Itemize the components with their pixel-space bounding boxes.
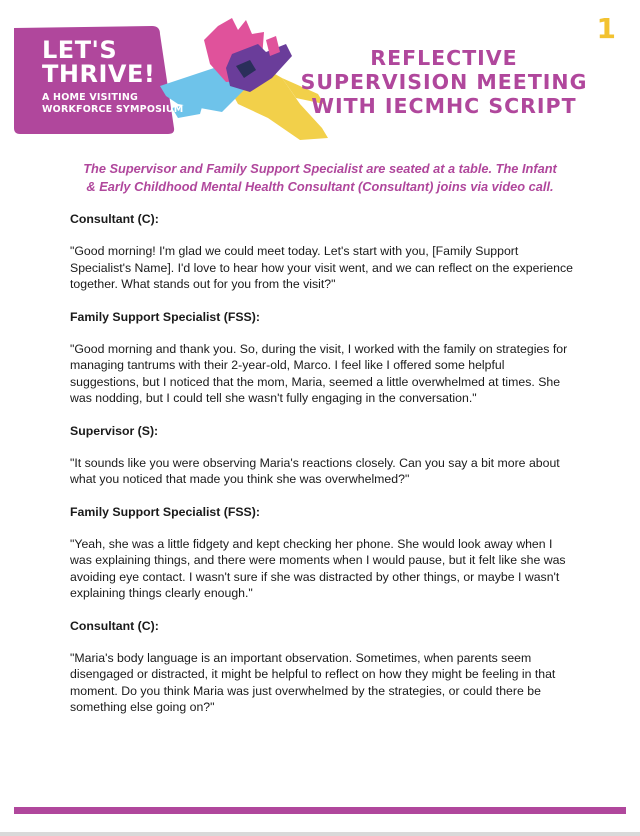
speaker-label: Supervisor (S): xyxy=(70,423,159,438)
page-number: 1 xyxy=(596,12,616,45)
footer-divider xyxy=(14,807,626,814)
speaker-label: Consultant (C): xyxy=(70,618,159,633)
title-line-1: REFLECTIVE xyxy=(370,46,518,70)
dialogue-script xyxy=(70,211,575,732)
speaker-label: Family Support Specialist (FSS): xyxy=(70,309,260,324)
speaker-line: "It sounds like you were observing Maria's reactions closely. Can you say a bit more about what you noticed that made you think she was overwhelmed?" xyxy=(70,455,560,486)
dialogue-block xyxy=(70,423,575,488)
speaker-label: Family Support Specialist (FSS): xyxy=(70,504,260,519)
logo-subtitle xyxy=(42,92,183,116)
logo-subtitle-line-1: A HOME VISITING xyxy=(42,92,138,103)
speaker-line: "Good morning! I'm glad we could meet today. Let's start with you, [Family Support Specialist's Name]. I'd love to hear how your visit went, and we can reflect on the experience together. What stands out for you from the visit?" xyxy=(70,244,573,291)
speaker-line: "Good morning and thank you. So, during the visit, I worked with the family on strategies for managing tantrums with their 2-year-old, Marco. I feel like I offered some helpful suggestions, but I noticed that the mom, Maria, seemed a little overwhelmed at times. She was nodding, but I could tell she wasn't fully engaging in the conversation." xyxy=(70,341,568,405)
speaker-line: "Yeah, she was a little fidgety and kept checking her phone. She would look away when I was explaining things, and there were moments when I would pause, but it felt like she was avoiding eye contact. I wasn't sure if she was distracted by other things, or maybe I wasn't explaining things clearly enough." xyxy=(70,536,566,600)
page-bottom-edge xyxy=(0,832,640,836)
dialogue-block xyxy=(70,504,575,602)
logo-line-1: LET'S xyxy=(42,36,118,64)
scene-intro: The Supervisor and Family Support Specialist are seated at a table. The Infant & Early Childhood Mental Health Consultant (Consultant) joins via video call. xyxy=(83,161,557,194)
dialogue-block xyxy=(70,309,575,407)
dialogue-block xyxy=(70,211,575,293)
dialogue-block xyxy=(70,618,575,716)
speaker-line: "Maria's body language is an important observation. Sometimes, when parents seem disengaged or distracted, it might be helpful to reflect on how they might be feeling in that moment. Do you think Maria was just overwhelmed by the strategies, or could there be something else going on?" xyxy=(70,650,556,714)
title-line-3: WITH IECMHC SCRIPT xyxy=(311,94,577,118)
logo-text xyxy=(42,38,183,116)
logo-line-2: THRIVE! xyxy=(42,60,156,88)
page-title xyxy=(298,46,590,118)
title-line-2: SUPERVISION MEETING xyxy=(300,70,588,94)
speaker-label: Consultant (C): xyxy=(70,212,159,226)
header xyxy=(0,0,640,145)
logo-subtitle-line-2: WORKFORCE SYMPOSIUM xyxy=(42,104,184,115)
